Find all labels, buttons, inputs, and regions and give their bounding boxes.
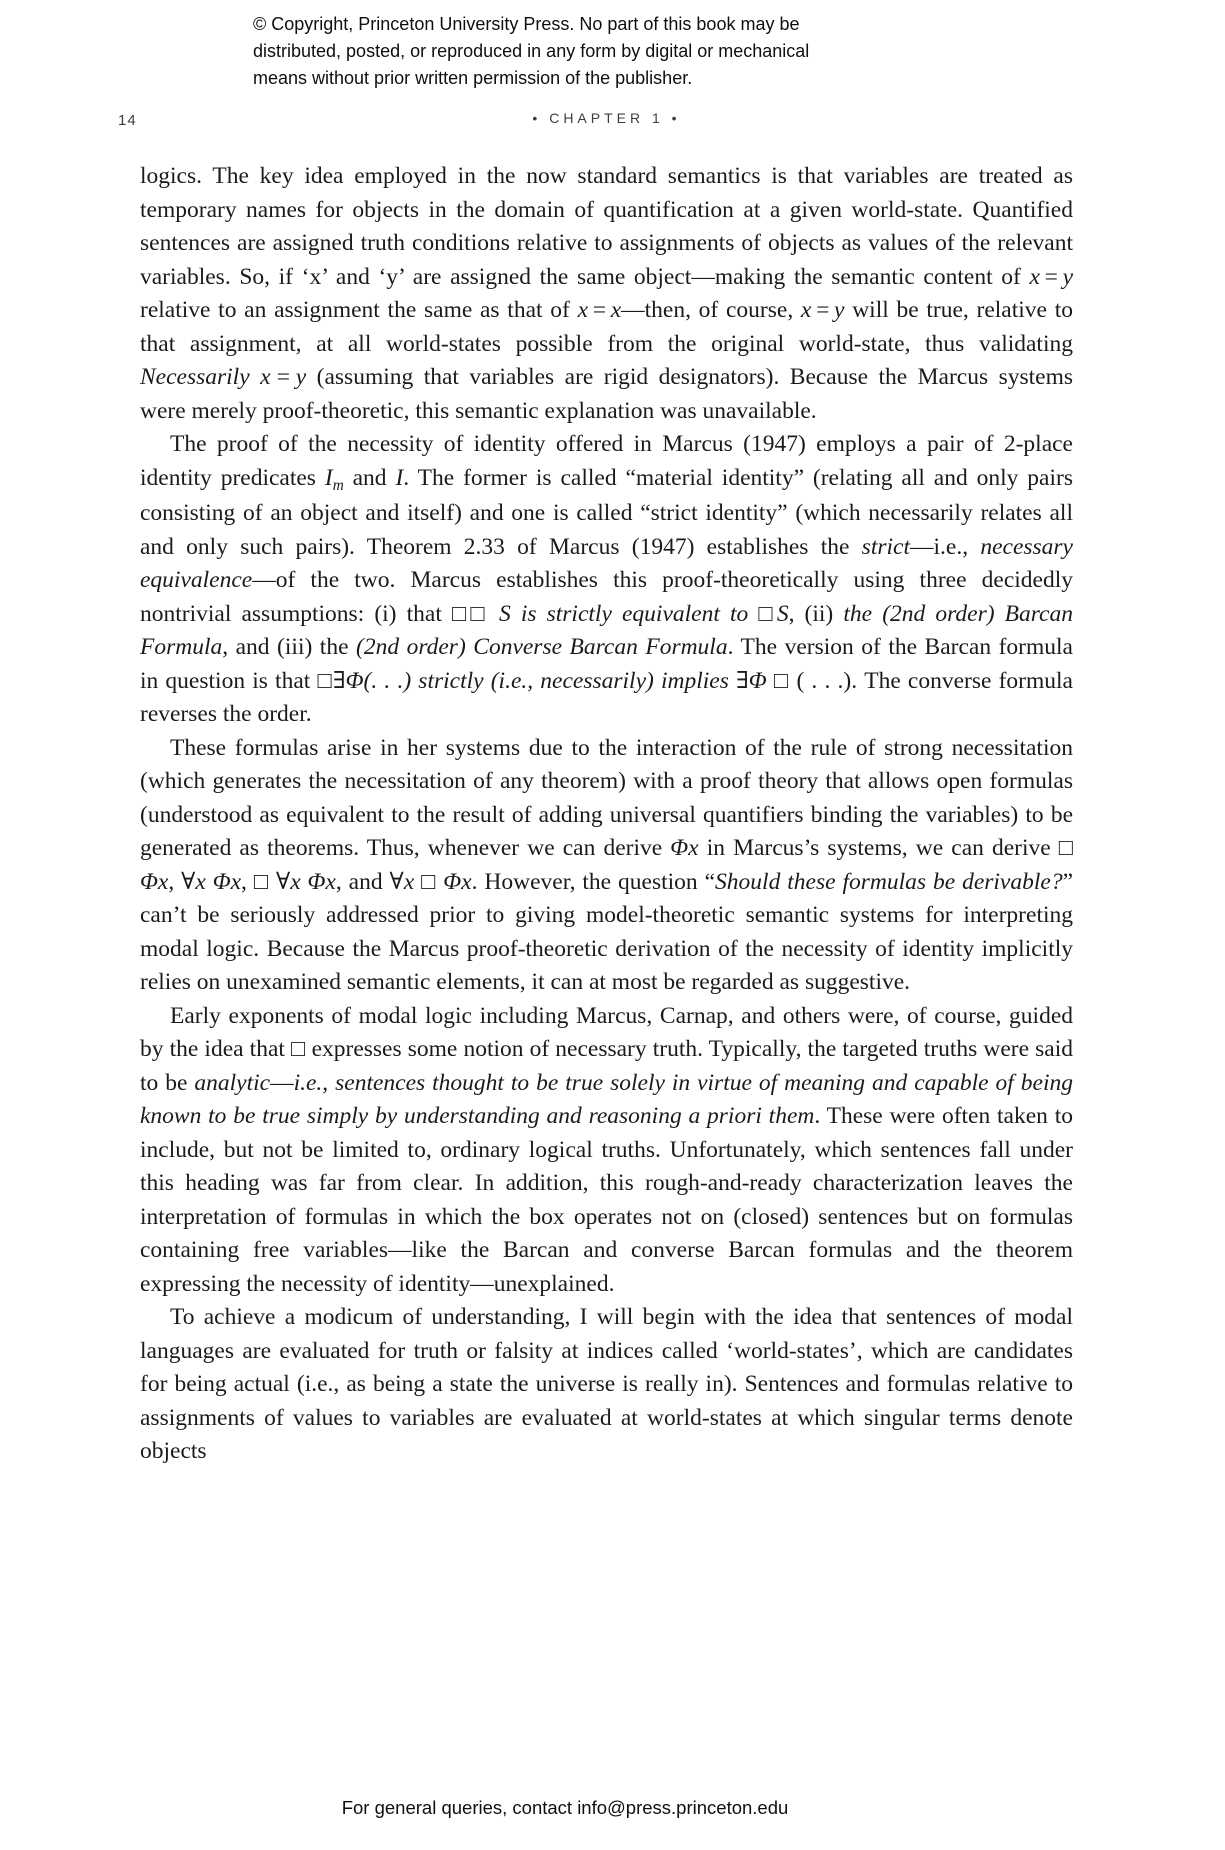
text-run: , □ ∀ bbox=[241, 868, 291, 895]
text-run: , and (iii) the bbox=[222, 634, 357, 660]
text-run: □ bbox=[414, 868, 444, 895]
text-run: —of the two. Marcus establishes this proof-theoretically using three decidedly nontrivial assumptions: (i) that □□ bbox=[140, 567, 1073, 627]
text-run: x bbox=[403, 868, 415, 895]
text-run: y bbox=[834, 297, 845, 323]
text-run: the (2nd order) Barcan Formula bbox=[140, 600, 1073, 660]
running-header: • CHAPTER 1 • bbox=[532, 110, 681, 126]
text-run: x bbox=[800, 297, 812, 323]
copyright-notice bbox=[253, 11, 853, 92]
text-run: S bbox=[776, 600, 789, 627]
text-run: Φ(. . .) strictly (i.e., necessarily) implies bbox=[345, 667, 729, 694]
paragraph bbox=[140, 428, 1073, 732]
page-header bbox=[0, 110, 1225, 134]
paragraph bbox=[140, 732, 1073, 1000]
text-run: Φx bbox=[670, 835, 699, 861]
page-number: 14 bbox=[118, 112, 137, 129]
text-run: —i.e., bbox=[909, 533, 981, 560]
text-run: = bbox=[1039, 263, 1063, 290]
text-run: = bbox=[588, 297, 611, 323]
text-run: (2nd order) Converse Barcan Formula bbox=[356, 634, 728, 660]
text-run: —then, of course, bbox=[621, 297, 801, 323]
text-run: analytic bbox=[194, 1069, 271, 1096]
paragraph bbox=[140, 1000, 1073, 1302]
text-run: S is strictly equivalent to bbox=[498, 600, 749, 627]
text-run: Early exponents of modal logic including Marcus, Carnap, and others were, of course, guided by the idea that □ expresses some notion of necessary truth. Typically, the targeted truths were said to be bbox=[140, 1002, 1073, 1096]
text-run: i.e., sentences thought to be true solely in virtue of meaning and capable of being known to be true simply by understanding and reasoning a priori them bbox=[140, 1069, 1073, 1129]
text-run: = bbox=[811, 297, 835, 323]
footer-query-line: For general queries, contact info@press.princeton.edu bbox=[341, 1797, 789, 1818]
text-run: Φx bbox=[140, 868, 169, 895]
text-run: x Φx bbox=[195, 868, 242, 895]
text-run: relative to an assignment the same as that of bbox=[140, 297, 578, 323]
copyright-line-2: distributed, posted, or reproduced in any form by digital or mechanical bbox=[253, 41, 810, 61]
text-run: I bbox=[395, 464, 404, 491]
paragraph bbox=[140, 1301, 1073, 1469]
text-run: strict bbox=[861, 533, 910, 560]
text-run: . However, the question “ bbox=[471, 868, 716, 895]
text-run: , ∀ bbox=[168, 868, 196, 895]
text-run: , and ∀ bbox=[335, 868, 404, 895]
text-run: Should these formulas be derivable? bbox=[715, 868, 1063, 895]
text-run: — bbox=[270, 1069, 294, 1096]
text-run: will be true, relative to that assignment, at all world-states possible from the original world-state, thus validating bbox=[140, 297, 1073, 357]
text-run: necessary equivalence bbox=[140, 533, 1073, 593]
text-run: To achieve a modicum of understanding, I will begin with the idea that sentences of modal languages are evaluated for truth or falsity at indices called ‘world-states’, which are candidates for being actual (i.e., as being a state the universe is really in). Sentences and formulas relative to assignments of values to variables are evaluated at world-states at which singular terms denote objects bbox=[140, 1304, 1073, 1464]
text-run: , (ii) bbox=[788, 600, 844, 627]
text-run: The proof of the necessity of identity offered in Marcus (1947) employs a pair of 2-place identity predicates bbox=[140, 431, 1073, 491]
text-run: (assuming that variables are rigid designators). Because the Marcus systems were merely proof-theoretic, this semantic explanation was unavailable. bbox=[140, 364, 1073, 424]
text-run: y bbox=[1062, 263, 1073, 290]
text-run: □ bbox=[748, 600, 777, 627]
text-run: . The former is called “material identity” (relating all and only pairs consisting of an object and itself) and one is called “strict identity” (which necessarily relates all and only such pairs). Theorem 2.33 of Marcus (1947) establishes the bbox=[140, 464, 1073, 560]
text-run: These formulas arise in her systems due to the interaction of the rule of strong necessitation (which generates the necessitation of any theorem) with a proof theory that allows open formulas (understood as equivalent to the result of adding universal quantifiers binding the variables) to be generated as theorems. Thus, whenever we can derive bbox=[140, 734, 1073, 861]
paragraph bbox=[140, 160, 1073, 428]
text-run: x bbox=[610, 297, 622, 323]
text-run: x Φx bbox=[290, 868, 336, 895]
text-run: Φ bbox=[748, 667, 767, 694]
text-run: x bbox=[577, 297, 589, 323]
text-run: Necessarily x = y bbox=[140, 364, 307, 390]
text-run: Φx bbox=[443, 868, 472, 895]
text-run: . The version of the Barcan formula in question is that □∃ bbox=[140, 634, 1073, 694]
text-run: m bbox=[332, 476, 344, 494]
text-run: □ ( . . .). The converse formula reverses the order. bbox=[140, 667, 1073, 727]
text-run: and bbox=[343, 464, 396, 491]
copyright-line-3: means without prior written permission of the publisher. bbox=[253, 68, 693, 88]
text-run: x bbox=[1029, 263, 1040, 290]
text-run: . These were often taken to include, but not be limited to, ordinary logical truths. Unfortunately, which sentences fall under this heading was far from clear. In addition, this rough-and-ready characterization leaves the interpretation of formulas in which the box operates not on (closed) sentences but on formulas containing free variables—like the Barcan and converse Barcan formulas and the theorem expressing the necessity of identity—unexplained. bbox=[140, 1103, 1073, 1297]
text-run: I bbox=[324, 464, 333, 491]
text-run: in Marcus’s systems, we can derive □ bbox=[698, 835, 1073, 861]
text-run: ” can’t be seriously addressed prior to giving model-theoretic semantic systems for interpreting modal logic. Because the Marcus proof-theoretic derivation of the necessity of identity implicitly relies on unexamined semantic elements, it can at most be regarded as suggestive. bbox=[140, 868, 1074, 995]
text-run: ∃ bbox=[728, 667, 749, 694]
body-text bbox=[140, 160, 1073, 1469]
copyright-line-1: © Copyright, Princeton University Press. No part of this book may be bbox=[253, 14, 800, 34]
text-run: logics. The key idea employed in the now standard semantics is that variables are treated as temporary names for objects in the domain of quantification at a given world-state. Quantified sentences are assigned truth conditions relative to assignments of objects as values of the relevant variables. So, if ‘x’ and ‘y’ are assigned the same object—making the semantic content of bbox=[140, 163, 1073, 290]
